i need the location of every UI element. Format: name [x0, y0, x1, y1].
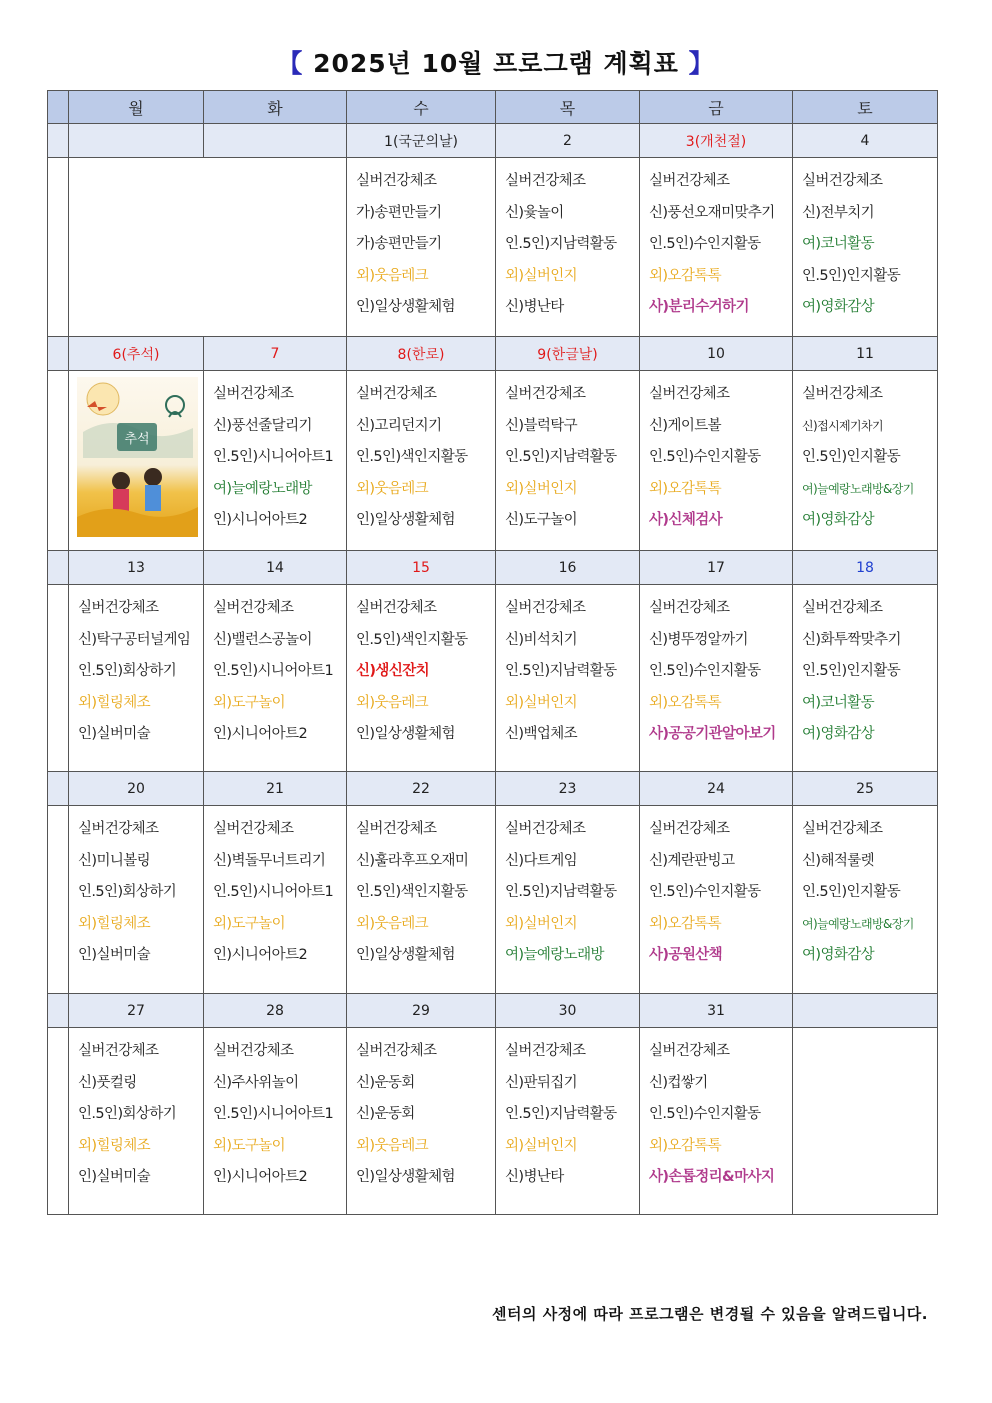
date-cell: 14: [204, 551, 347, 585]
activity-item: 신)게이트볼: [649, 417, 722, 434]
row-marker: [48, 806, 69, 994]
activity-item: 인)시니어아트2: [213, 947, 308, 963]
activity-item: 여)영화감상: [802, 726, 875, 742]
activity-item: 인)일상생활체험: [356, 1169, 455, 1185]
activity-item: 외)도구놀이: [213, 1137, 286, 1154]
activity-item: 실버건강체조: [356, 173, 437, 189]
date-cell: 27: [69, 994, 204, 1028]
activity-item: 인)일상생활체험: [356, 512, 455, 528]
activity-item: 실버건강체조: [213, 600, 294, 616]
activity-item: 외)웃음레크: [356, 1137, 429, 1154]
date-cell: [69, 124, 204, 158]
activity-list: [496, 1028, 639, 1194]
activity-item: 실버건강체조: [649, 821, 730, 837]
activity-item: 외)오감톡톡: [649, 480, 722, 497]
activity-item: 외)실버인지: [505, 1137, 578, 1154]
activity-item: 실버건강체조: [802, 386, 883, 402]
date-cell: 21: [204, 772, 347, 806]
date-cell: 17: [640, 551, 793, 585]
activity-list: [204, 806, 346, 972]
activity-item: 신)해적룰렛: [802, 852, 875, 869]
activity-item: 신)블럭탁구: [505, 417, 578, 434]
activity-cell: [69, 806, 204, 994]
activity-item: 외)웃음레크: [356, 267, 429, 284]
activity-item: 인)시니어아트2: [213, 1169, 308, 1185]
activity-list: [204, 585, 346, 751]
activity-row: [48, 1028, 938, 1215]
activity-item: 실버건강체조: [356, 821, 437, 837]
weekday-header: 금: [640, 91, 793, 124]
date-cell: 30: [496, 994, 640, 1028]
activity-item: 실버건강체조: [78, 1043, 159, 1059]
activity-list: [640, 158, 792, 324]
activity-item: 인.5인)수인지활동: [649, 449, 761, 465]
activity-item: 여)영화감상: [802, 947, 875, 963]
activity-item: 사)공공기관알아보기: [649, 726, 776, 742]
date-cell: 11: [793, 337, 938, 371]
activity-cell: [640, 158, 793, 337]
activity-item: 인.5인)인지활동: [802, 663, 901, 679]
chuseok-illustration-text: 추석: [124, 432, 150, 447]
activity-list: [69, 1028, 203, 1194]
date-cell: 31: [640, 994, 793, 1028]
activity-item: 인)시니어아트2: [213, 726, 308, 742]
activity-item: 인.5인)회상하기: [78, 663, 177, 679]
activity-item: 외)도구놀이: [213, 694, 286, 711]
activity-item: 외)웃음레크: [356, 480, 429, 497]
activity-item: 신)도구놀이: [505, 512, 578, 528]
date-cell: 25: [793, 772, 938, 806]
activity-item: 신)주사위놀이: [213, 1074, 299, 1091]
activity-list: [347, 585, 495, 751]
date-cell: 10: [640, 337, 793, 371]
title-bracket-close: 】: [688, 49, 715, 78]
activity-item: 여)늘예랑노래방&장기: [802, 481, 914, 496]
activity-item: 실버건강체조: [649, 1043, 730, 1059]
footer-notice: 센터의 사정에 따라 프로그램은 변경될 수 있음을 알려드립니다.: [492, 1305, 928, 1323]
activity-item: 인.5인)색인지활동: [356, 631, 468, 648]
activity-list: [793, 371, 937, 537]
activity-list: [69, 806, 203, 972]
activity-item: 사)분리수거하기: [649, 299, 749, 315]
activity-item: 외)힐링체조: [78, 694, 151, 711]
activity-item: 신)운동회: [356, 1074, 415, 1091]
activity-item: 외)웃음레크: [356, 915, 429, 932]
activity-item: 신)병뚜껑알까기: [649, 631, 748, 648]
activity-item: 외)힐링체조: [78, 915, 151, 932]
date-cell: 28: [204, 994, 347, 1028]
row-marker: [48, 994, 69, 1028]
activity-cell: [69, 1028, 204, 1215]
row-marker: [48, 124, 69, 158]
activity-item: 신)다트게임: [505, 852, 578, 869]
date-cell: 3(개천절): [640, 124, 793, 158]
date-row: [48, 772, 938, 806]
activity-item: 실버건강체조: [505, 600, 586, 616]
activity-item: 인.5인)시니어아트1: [213, 1106, 334, 1122]
activity-row: [48, 806, 938, 994]
activity-item: 인.5인)인지활동: [802, 884, 901, 900]
activity-item: 여)코너활동: [802, 694, 875, 711]
activity-item: 인.5인)회상하기: [78, 884, 177, 900]
date-cell: 15: [347, 551, 496, 585]
activity-row: [48, 371, 938, 551]
date-cell: 2: [496, 124, 640, 158]
activity-list: [347, 806, 495, 972]
activity-item: 외)실버인지: [505, 915, 578, 932]
activity-item: 인.5인)인지활동: [802, 449, 901, 465]
date-cell: 6(추석): [69, 337, 204, 371]
weekday-header: 화: [204, 91, 347, 124]
activity-item: 인.5인)인지활동: [802, 267, 901, 284]
date-cell: 1(국군의날): [347, 124, 496, 158]
activity-item: 실버건강체조: [356, 386, 437, 402]
activity-list: [347, 371, 495, 537]
activity-item: 신)벽돌무너트리기: [213, 852, 326, 869]
date-cell: 29: [347, 994, 496, 1028]
row-marker: [48, 551, 69, 585]
activity-item: 실버건강체조: [78, 600, 159, 616]
date-row: [48, 337, 938, 371]
activity-item: 실버건강체조: [649, 173, 730, 189]
activity-list: [640, 371, 792, 537]
date-cell: [204, 124, 347, 158]
activity-item: 사)손톱정리&마사지: [649, 1169, 775, 1185]
activity-item: 여)코너활동: [802, 236, 875, 252]
activity-item: 신)생신잔치: [356, 663, 430, 679]
row-marker: [48, 772, 69, 806]
date-row: [48, 551, 938, 585]
activity-item: 실버건강체조: [505, 386, 586, 402]
weekday-header: 토: [793, 91, 938, 124]
activity-item: 인)시니어아트2: [213, 512, 308, 528]
program-calendar: [47, 90, 938, 1215]
activity-list: [347, 158, 495, 324]
date-cell: 7: [204, 337, 347, 371]
activity-item: 신)풍선줄달리기: [213, 417, 312, 434]
weekday-header: 수: [347, 91, 496, 124]
weekday-header-row: [48, 91, 938, 124]
row-marker: [48, 585, 69, 772]
activity-item: 인.5인)지남력활동: [505, 884, 617, 900]
activity-cell: [347, 1028, 496, 1215]
activity-cell: [204, 806, 347, 994]
activity-item: 실버건강체조: [649, 386, 730, 402]
activity-item: 여)영화감상: [802, 512, 875, 528]
activity-list: [793, 158, 937, 324]
activity-item: 실버건강체조: [78, 821, 159, 837]
activity-item: 여)영화감상: [802, 299, 875, 315]
date-cell: 16: [496, 551, 640, 585]
weekday-header: 월: [69, 91, 204, 124]
activity-cell: [204, 585, 347, 772]
activity-list: [69, 585, 203, 751]
activity-cell: [347, 585, 496, 772]
activity-cell: [793, 806, 938, 994]
activity-item: 신)컵쌓기: [649, 1074, 708, 1091]
activity-cell: [496, 158, 640, 337]
activity-item: 신)병난타: [505, 1169, 564, 1185]
row-marker: [48, 1028, 69, 1215]
activity-item: 인.5인)지남력활동: [505, 449, 617, 465]
chuseok-illustration: [77, 377, 198, 537]
activity-item: 실버건강체조: [356, 600, 437, 616]
activity-item: 사)신체검사: [649, 512, 723, 528]
activity-row: [48, 585, 938, 772]
activity-list: [347, 1028, 495, 1194]
activity-item: 인.5인)수인지활동: [649, 884, 761, 900]
activity-item: 인.5인)시니어아트1: [213, 663, 334, 679]
activity-cell: [496, 585, 640, 772]
activity-cell: [496, 1028, 640, 1215]
activity-list: [204, 1028, 346, 1194]
activity-list: [496, 158, 639, 324]
date-row: [48, 124, 938, 158]
activity-item: 사)공원산책: [649, 947, 723, 963]
activity-list: [640, 1028, 792, 1194]
activity-row: [48, 158, 938, 337]
date-cell: 9(한글날): [496, 337, 640, 371]
activity-item: 실버건강체조: [505, 173, 586, 189]
activity-item: 외)오감톡톡: [649, 915, 722, 932]
activity-cell: [347, 158, 496, 337]
activity-cell: [793, 585, 938, 772]
activity-item: 신)백업체조: [505, 726, 578, 742]
activity-item: 외)힐링체조: [78, 1137, 151, 1154]
activity-item: 실버건강체조: [802, 600, 883, 616]
activity-item: 인)일상생활체험: [356, 947, 455, 963]
activity-list: [496, 371, 639, 537]
activity-item: 신)윷놀이: [505, 204, 564, 221]
date-row: [48, 994, 938, 1028]
activity-item: 신)훌라후프오재미: [356, 852, 469, 869]
activity-item: 인)실버미술: [78, 1169, 151, 1185]
activity-cell: [640, 585, 793, 772]
activity-item: 신)미니볼링: [78, 852, 151, 869]
activity-item: 외)오감톡톡: [649, 694, 722, 711]
activity-item: 여)늘예랑노래방: [213, 480, 312, 497]
date-cell: 18: [793, 551, 938, 585]
activity-list: [204, 371, 346, 537]
activity-item: 신)병난타: [505, 299, 564, 315]
chuseok-illustration-art: [77, 377, 198, 537]
activity-cell: [69, 585, 204, 772]
activity-item: 실버건강체조: [213, 821, 294, 837]
activity-item: 외)오감톡톡: [649, 267, 722, 284]
activity-list: [496, 806, 639, 972]
date-cell: 8(한로): [347, 337, 496, 371]
activity-item: 인.5인)수인지활동: [649, 236, 761, 252]
title-text: 2025년 10월 프로그램 계획표: [313, 49, 679, 78]
activity-item: 신)탁구공터널게임: [78, 631, 191, 648]
activity-item: 인.5인)수인지활동: [649, 1106, 761, 1122]
activity-item: 인.5인)시니어아트1: [213, 884, 334, 900]
activity-item: 인.5인)시니어아트1: [213, 449, 334, 465]
date-cell: [793, 994, 938, 1028]
activity-item: 여)늘예랑노래방: [505, 947, 604, 963]
activity-cell: [204, 371, 347, 551]
activity-item: 인.5인)회상하기: [78, 1106, 177, 1122]
activity-list: [640, 806, 792, 972]
activity-cell: [204, 1028, 347, 1215]
row-marker: [48, 337, 69, 371]
activity-item: 외)실버인지: [505, 267, 578, 284]
activity-item: 신)운동회: [356, 1106, 415, 1122]
activity-cell: [640, 806, 793, 994]
activity-item: 실버건강체조: [505, 821, 586, 837]
date-cell: 13: [69, 551, 204, 585]
activity-item: 인.5인)지남력활동: [505, 1106, 617, 1122]
row-marker: [48, 158, 69, 337]
activity-item: 인.5인)수인지활동: [649, 663, 761, 679]
activity-list: [793, 806, 937, 972]
activity-item: 신)고리던지기: [356, 417, 442, 434]
activity-item: 외)실버인지: [505, 480, 578, 497]
activity-cell: [69, 371, 204, 551]
activity-item: 실버건강체조: [649, 600, 730, 616]
row-marker: [48, 371, 69, 551]
header-corner: [48, 91, 69, 124]
activity-item: 신)화투짝맞추기: [802, 631, 901, 648]
activity-list: [793, 585, 937, 751]
activity-item: 인)실버미술: [78, 947, 151, 963]
activity-item: 가)송편만들기: [356, 236, 442, 252]
activity-cell: [347, 806, 496, 994]
page-title: [0, 44, 992, 80]
activity-list: [640, 585, 792, 751]
date-cell: 22: [347, 772, 496, 806]
weekday-header: 목: [496, 91, 640, 124]
activity-cell: [793, 1028, 938, 1215]
activity-item: 실버건강체조: [802, 821, 883, 837]
date-cell: 20: [69, 772, 204, 806]
activity-item: 인.5인)색인지활동: [356, 884, 468, 900]
activity-item: 신)접시제기차기: [802, 418, 884, 433]
activity-item: 외)도구놀이: [213, 915, 286, 932]
activity-item: 실버건강체조: [213, 1043, 294, 1059]
date-cell: 4: [793, 124, 938, 158]
activity-item: 외)오감톡톡: [649, 1137, 722, 1154]
date-cell: 23: [496, 772, 640, 806]
activity-list: [496, 585, 639, 751]
activity-item: 실버건강체조: [802, 173, 883, 189]
activity-cell: [640, 371, 793, 551]
activity-cell: [347, 371, 496, 551]
activity-cell: [793, 158, 938, 337]
activity-item: 실버건강체조: [505, 1043, 586, 1059]
activity-cell: [793, 371, 938, 551]
activity-item: 인.5인)지남력활동: [505, 663, 617, 679]
activity-item: 외)실버인지: [505, 694, 578, 711]
title-bracket-open: 【: [277, 49, 304, 78]
activity-item: 가)송편만들기: [356, 204, 442, 221]
activity-item: 신)밸런스공놀이: [213, 631, 312, 648]
activity-item: 신)비석치기: [505, 631, 578, 648]
activity-item: 실버건강체조: [213, 386, 294, 402]
activity-cell: [496, 371, 640, 551]
calendar-body: [48, 124, 938, 1215]
activity-item: 인)일상생활체험: [356, 299, 455, 315]
activity-item: 신)전부치기: [802, 204, 875, 221]
activity-item: 인.5인)색인지활동: [356, 449, 468, 465]
activity-item: 인)실버미술: [78, 726, 151, 742]
activity-item: 인)일상생활체험: [356, 726, 455, 742]
activity-cell: [496, 806, 640, 994]
activity-item: 인.5인)지남력활동: [505, 236, 617, 252]
activity-cell: [640, 1028, 793, 1215]
activity-cell: [69, 158, 347, 337]
date-cell: 24: [640, 772, 793, 806]
activity-item: 여)늘예랑노래방&장기: [802, 916, 914, 931]
activity-item: 외)웃음레크: [356, 694, 429, 711]
activity-item: 실버건강체조: [356, 1043, 437, 1059]
activity-item: 신)풍선오재미맞추기: [649, 204, 775, 221]
activity-item: 신)계란판빙고: [649, 852, 735, 869]
activity-item: 신)판뒤집기: [505, 1074, 578, 1091]
activity-item: 신)풋컬링: [78, 1074, 137, 1091]
